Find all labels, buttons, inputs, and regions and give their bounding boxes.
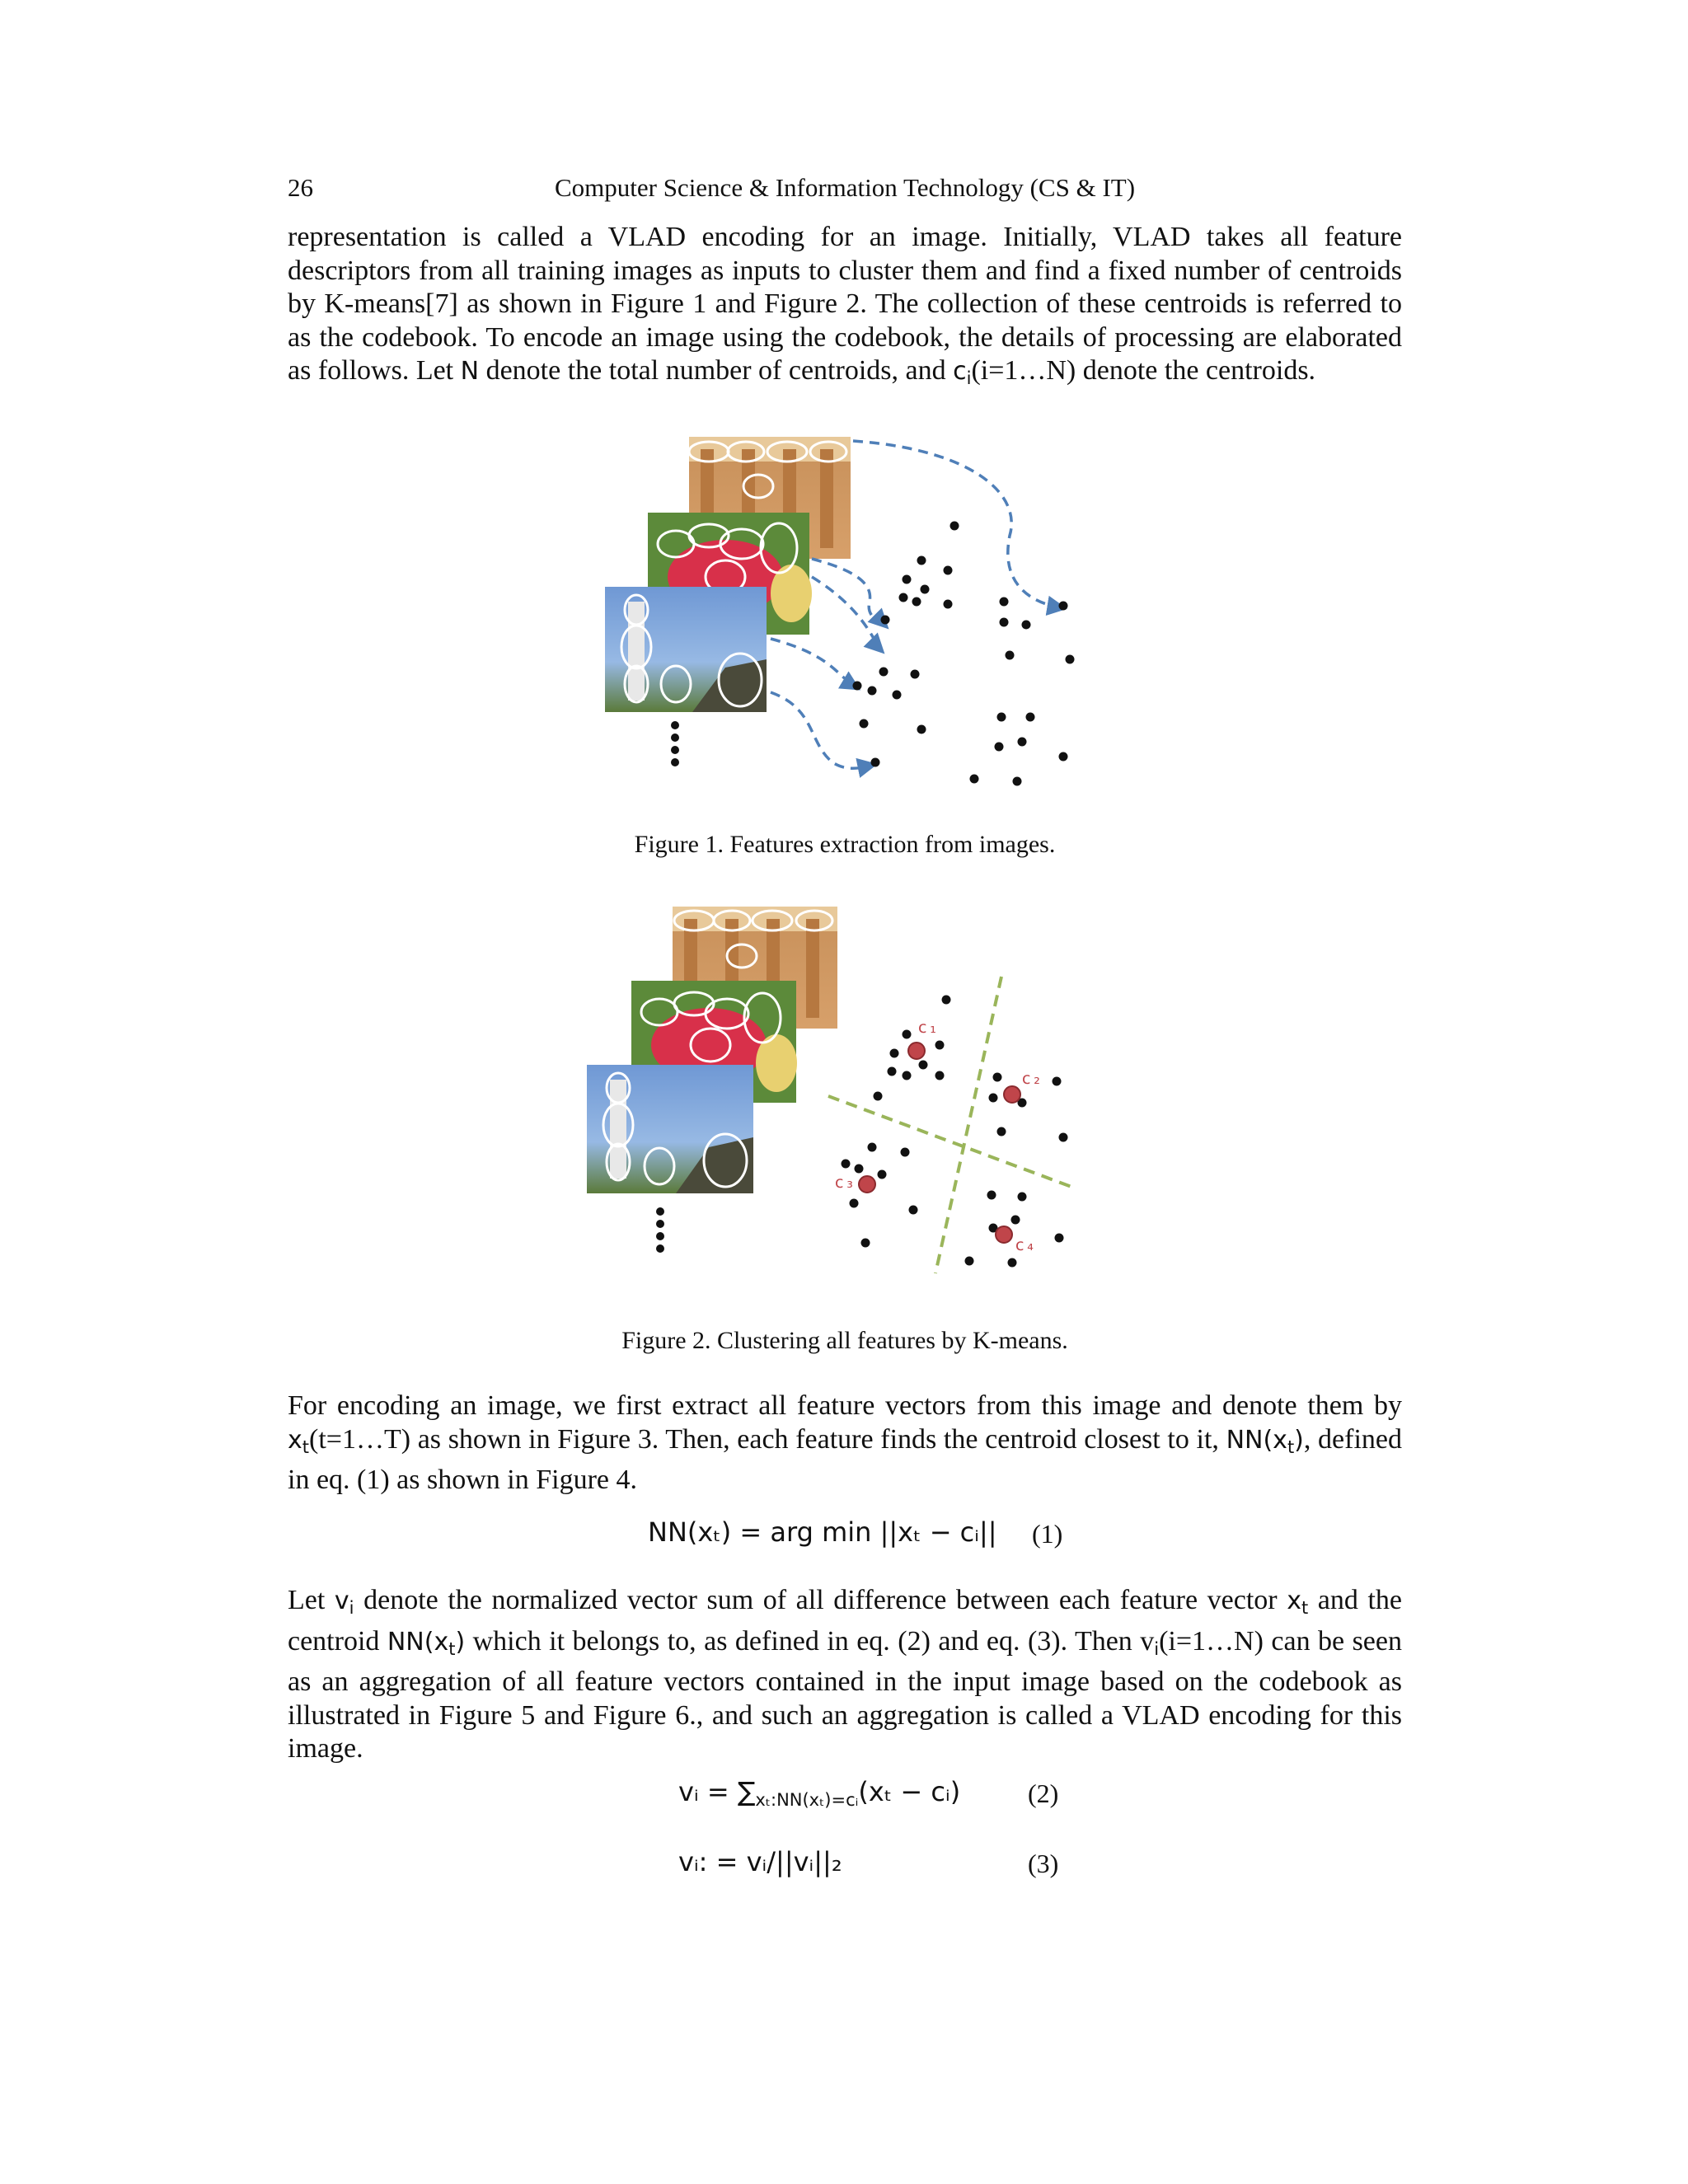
- centroid-label-c1: c ₁: [918, 1019, 936, 1037]
- figure-2-caption: Figure 2. Clustering all features by K-means.: [621, 1327, 1068, 1354]
- page-header: [288, 173, 1402, 209]
- centroid-label-c2: c ₂: [1022, 1070, 1040, 1088]
- temple-image-2: [673, 907, 837, 1029]
- more-images-ellipsis-2: [656, 1207, 664, 1253]
- equation-3-number: (3): [1028, 1849, 1059, 1878]
- lighthouse-image-2: [587, 1065, 753, 1193]
- equation-1: NN(xₜ) = arg min ||xₜ − cᵢ||: [648, 1516, 997, 1548]
- more-images-ellipsis: [671, 721, 679, 766]
- centroid-label-c4: c ₄: [1015, 1236, 1034, 1254]
- equation-3: vᵢ: = vᵢ/||vᵢ||₂: [678, 1846, 842, 1877]
- flower-image: [648, 513, 812, 635]
- feature-points-1: [853, 522, 1075, 786]
- equation-1-number: (1): [1032, 1519, 1063, 1549]
- lighthouse-image: [605, 587, 767, 712]
- equation-2: vᵢ = $\sum_{x_t:NN(x_t)=cᵢ}(x_t$ − cᵢ): [678, 1776, 961, 1810]
- temple-image: [689, 437, 851, 559]
- centroid-label-c3: c ₃: [835, 1174, 853, 1192]
- cluster-boundaries: [828, 977, 1071, 1273]
- paragraph-encoding: For encoding an image, we first extract all feature vectors from this image and denote them by $x_t(t=1\dots T)$ as shown in Figure 3. Then, each feature finds the centroid closest to it, $NN(x_t)$, defined in eq. (1) as shown in Figure 4.: [288, 1390, 1403, 1495]
- journal-title: Computer Science & Information Technology (CS & IT): [554, 173, 1136, 202]
- paragraph-intro: representation is called a VLAD encoding for an image. Initially, VLAD takes all feature descriptors from all training images as inputs to cluster them and find a fixed number of centroids by K-means[7] as shown in Figure 1 and Figure 2. The collection of these centroids is referred to as the codebook. To encode an image using the codebook, the details of processing are elaborated as follows. Let N denote the total number of centroids, and $c_i(i=1\dots N)$ denote the centroids.: [288, 222, 1402, 388]
- feature-points-2: [842, 996, 1068, 1268]
- page-number: 26: [288, 173, 313, 202]
- centroids: [859, 1043, 1020, 1243]
- figure-1-caption: Figure 1. Features extraction from images.: [634, 831, 1056, 858]
- flower-image-2: [631, 981, 797, 1103]
- equation-2-number: (2): [1028, 1779, 1059, 1808]
- paragraph-vlad-definition: Let $v_i$ denote the normalized vector sum of all difference between each feature vector $x_t$ and the centroid $NN(x_t)$ which it belongs to, as defined in eq. (2) and eq. (3). Then $v_i(i=1\dots N)$ can be seen as an aggregation of all feature vectors contained in the input image based on the codebook as illustrated in Figure 5 and Figure 6., and such an aggregation is called a VLAD encoding for this image.: [288, 1585, 1402, 1764]
